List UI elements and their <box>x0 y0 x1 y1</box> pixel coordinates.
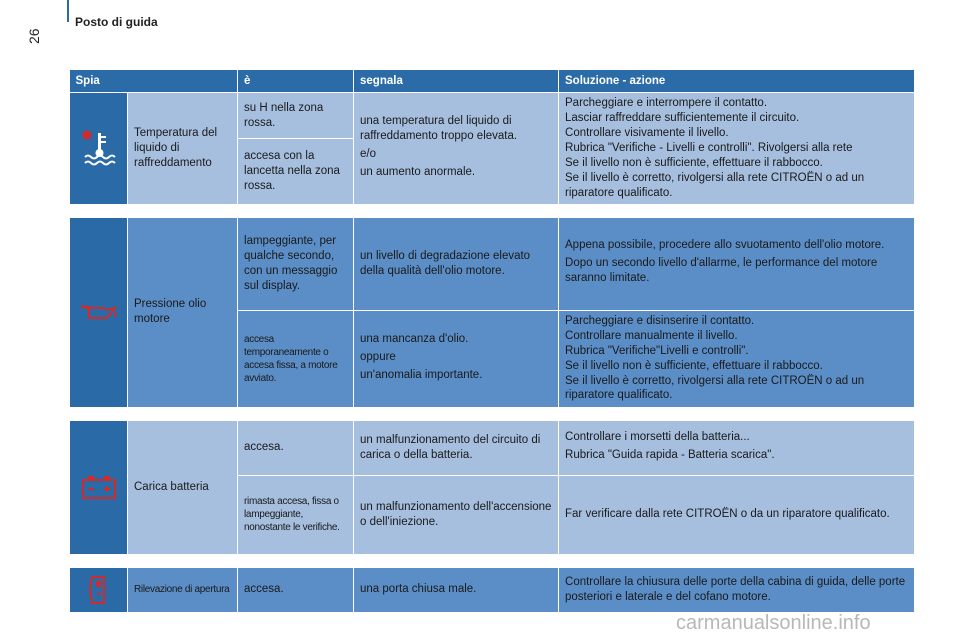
signal-cell: un malfunzionamento dell'accensione o dell'iniezione. <box>354 475 559 554</box>
header-rule <box>67 0 69 22</box>
table-row <box>70 567 915 612</box>
signal-cell <box>354 310 559 407</box>
action-text: Rubrica "Verifiche - Livelli e controlli". Rivolgersi alla rete <box>565 141 853 154</box>
signal-cell: un livello di degradazione elevato della qualità dell'olio motore. <box>354 217 559 310</box>
action-cell <box>559 93 915 205</box>
action-cell <box>559 420 915 475</box>
signal-text: una temperatura del liquido di raffreddamento troppo elevata. <box>360 114 518 142</box>
action-text: Parcheggiare e disinserire il contatto. <box>565 314 755 327</box>
door-open-icon <box>70 567 128 612</box>
signal-cell <box>354 93 559 205</box>
state-cell: lampeggiante, per qualche secondo, con un messaggio sul display. <box>238 217 354 310</box>
warning-label: Carica batteria <box>128 420 238 554</box>
action-text: Se il livello è corretto, rivolgersi alla rete CITROËN o ad un riparatore qualificato. <box>565 171 865 199</box>
warning-label: Rilevazione di apertura <box>128 567 238 612</box>
warning-label: Pressione olio motore <box>128 217 238 407</box>
col-header-spia: Spia <box>70 70 238 93</box>
action-text: Se il livello non è sufficiente, effettuare il rabbocco. <box>565 359 823 372</box>
state-cell: accesa. <box>238 420 354 475</box>
battery-icon <box>70 420 128 554</box>
signal-text: un aumento anormale. <box>360 165 476 178</box>
action-text: Dopo un secondo livello d'allarme, le performance del motore saranno limitate. <box>565 257 878 285</box>
state-cell: accesa temporaneamente o accesa fissa, a motore avviato. <box>238 310 354 407</box>
action-text: Se il livello è corretto, rivolgersi alla rete CITROËN o ad un riparatore qualificato. <box>565 374 865 402</box>
section-title: Posto di guida <box>75 15 158 29</box>
warning-label: Temperatura del liquido di raffreddamento <box>128 93 238 205</box>
oil-pressure-icon <box>70 217 128 407</box>
action-text: Rubrica "Guida rapida - Batteria scarica". <box>565 448 775 461</box>
action-text: Controllare i morsetti della batteria... <box>565 430 750 443</box>
action-text: Controllare visivamente il livello. <box>565 126 729 139</box>
action-text: Rubrica "Verifiche"Livelli e controlli". <box>565 344 749 357</box>
table-row <box>70 217 915 310</box>
signal-text: una mancanza d'olio. <box>360 332 469 345</box>
state-cell: rimasta accesa, fissa o lampeggiante, nonostante le verifiche. <box>238 475 354 554</box>
col-header-state: è <box>238 70 354 93</box>
page-number: 26 <box>26 28 42 44</box>
state-cell: accesa con la lancetta nella zona rossa. <box>238 139 354 204</box>
action-cell: Controllare la chiusura delle porte della cabina di guida, delle porte posteriori e laterale e del cofano motore. <box>559 567 915 612</box>
signal-cell: un malfunzionamento del circuito di carica o della batteria. <box>354 420 559 475</box>
action-cell <box>559 310 915 407</box>
signal-text: oppure <box>360 350 396 363</box>
warning-lights-table <box>69 70 915 613</box>
signal-cell: una porta chiusa male. <box>354 567 559 612</box>
action-text: Controllare manualmente il livello. <box>565 329 738 342</box>
action-cell <box>559 217 915 310</box>
action-text: Lasciar raffreddare sufficientemente il circuito. <box>565 111 800 124</box>
state-cell: su H nella zona rossa. <box>238 93 354 139</box>
action-cell: Far verificare dalla rete CITROËN o da un riparatore qualificato. <box>559 475 915 554</box>
coolant-temperature-icon <box>70 93 128 205</box>
action-text: Appena possibile, procedere allo svuotamento dell'olio motore. <box>565 239 885 252</box>
action-text: Se il livello non è sufficiente, effettuare il rabbocco. <box>565 156 823 169</box>
table-row <box>70 420 915 475</box>
watermark: carmanualsonline.info <box>676 612 871 634</box>
signal-text: un'anomalia importante. <box>360 368 483 381</box>
signal-text: e/o <box>360 147 377 160</box>
col-header-signal: segnala <box>354 70 559 93</box>
state-cell: accesa. <box>238 567 354 612</box>
table-row <box>70 93 915 139</box>
col-header-action: Soluzione - azione <box>559 70 915 93</box>
table-header-row <box>70 70 915 93</box>
action-text: Parcheggiare e interrompere il contatto. <box>565 97 768 109</box>
